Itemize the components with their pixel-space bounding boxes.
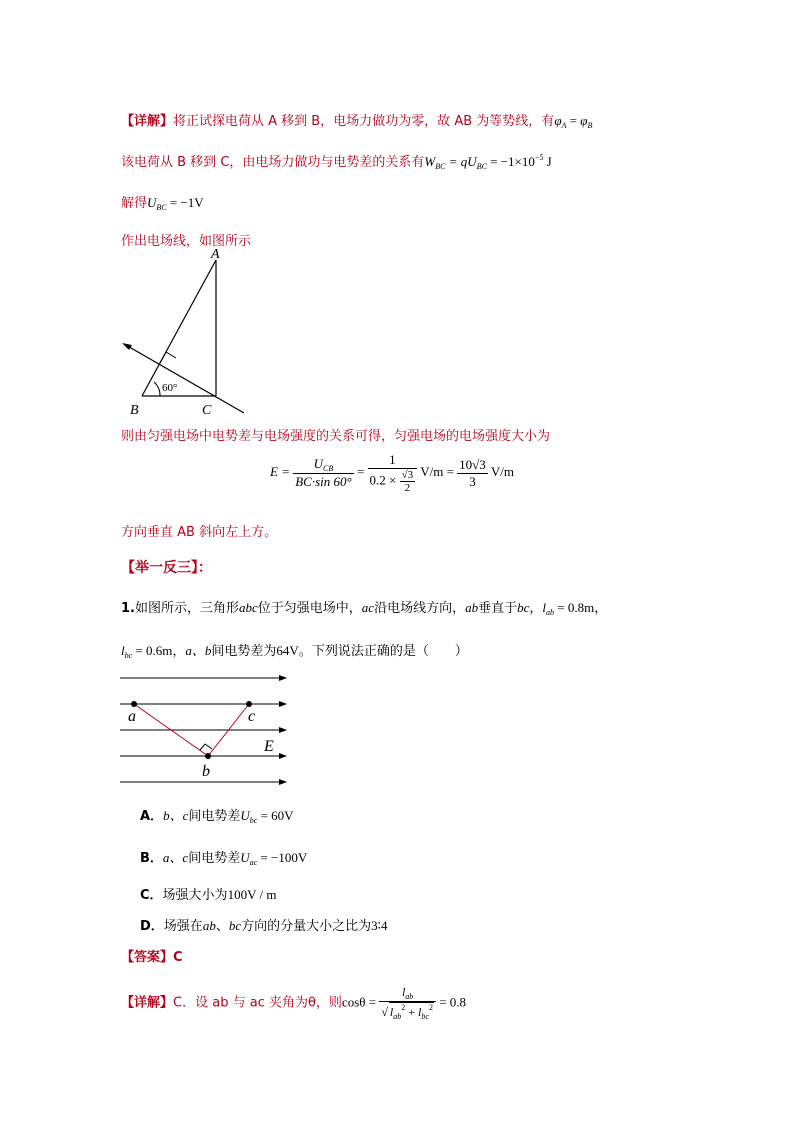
den3: 3 [469, 473, 476, 489]
num1: U [313, 456, 324, 471]
den-plus: + [405, 1005, 419, 1019]
q1-ac: ac [361, 600, 375, 615]
option-d[interactable] [140, 915, 388, 934]
u-sub: BC [476, 162, 487, 171]
den2a: 0.2 × [369, 472, 400, 488]
option-d-val: 3∶4 [371, 918, 388, 933]
w-symbol: W [424, 154, 436, 169]
detail2-tag: 【详解】 [121, 995, 174, 1011]
phi-b-sub: B [587, 121, 593, 130]
label-b2: b [202, 763, 210, 780]
angle-arc [154, 382, 160, 396]
cos-fraction: $\frac{l_{ab}}{√ l_{ab}^2 + l_{bc}^2}$ [379, 985, 436, 1021]
q1-text2: 位于匀强电场中， [257, 601, 362, 616]
label-c2: c [248, 708, 256, 725]
fraction-2 [368, 452, 418, 494]
option-d-pre: 场强在 [163, 919, 203, 934]
num1-sub: CB [323, 464, 334, 473]
detail-line-1 [121, 110, 592, 130]
label-c: C [202, 403, 212, 418]
option-a-val: = 60V [257, 808, 294, 823]
field-figure-2 [116, 668, 296, 792]
angle-label: 60° [162, 382, 178, 394]
point-c [246, 701, 252, 707]
answer-value: C [173, 950, 183, 965]
q1-ab: ab [465, 600, 479, 615]
field-arrow-icon [122, 343, 132, 350]
unit-1: V/m = [420, 463, 458, 479]
option-d-bc: bc [228, 918, 242, 933]
point-a [131, 701, 137, 707]
option-b-mid: 间电势差 [188, 851, 241, 866]
phi-a-sub: A [561, 121, 567, 130]
u-sub: BC [156, 203, 167, 212]
den-a-sub: ab [393, 1012, 402, 1021]
q1-text1: 如图所示，三角形 [134, 601, 239, 616]
q1-lbc: l [121, 643, 125, 658]
option-b-sub: ac [249, 858, 258, 867]
detail-line-4: 作出电场线，如图所示 [121, 234, 252, 249]
q1-abc: abc [239, 600, 258, 615]
q1-text5: ， [529, 601, 543, 616]
question-number: 1. [121, 601, 135, 616]
option-d-ab: ab [202, 918, 216, 933]
fraction-1 [293, 456, 353, 490]
option-a-sub: bc [249, 816, 258, 825]
option-a-label: A． [140, 809, 164, 824]
option-a-mid: 间电势差 [188, 809, 241, 824]
section-heading: 【举一反三】： [121, 560, 212, 576]
question-1-line-2 [121, 640, 468, 660]
q1-lbc-sub: bc [124, 651, 133, 660]
option-d-label: D． [140, 919, 164, 934]
option-b[interactable] [140, 847, 307, 867]
w-sub: BC [435, 162, 446, 171]
phi-b: φ [580, 113, 588, 128]
q1-voltage: 64V [276, 643, 299, 658]
q1-text7: 。下列说法正确的是（ ） [298, 644, 468, 659]
detail-line-5: 则由匀强电场中电势差与电场强度的关系可得，匀强电场的电场强度大小为 [121, 429, 551, 444]
q1-text4: 垂直于 [478, 601, 518, 616]
detail-line-6: 方向垂直 AB 斜向左上方。 [121, 525, 278, 540]
num3: 10√3 [459, 456, 486, 472]
cos-num: l [401, 985, 406, 999]
q1-lbc-val: = 0.6m， [132, 643, 186, 658]
u-value: = −1V [166, 195, 204, 210]
equals: = [566, 113, 581, 128]
unit-j: J [543, 154, 552, 169]
cos-value: = 0.8 [435, 994, 467, 1010]
option-a-pre: b、c [163, 808, 189, 823]
q1-text3: 沿电场线方向， [374, 601, 466, 616]
question-1-line-1 [121, 597, 607, 617]
den2-den: 2 [404, 482, 411, 494]
line2-text: 该电荷从 B 移到 C，由电场力做功与电势差的关系有 [121, 155, 425, 170]
line3-text: 解得 [121, 196, 148, 211]
option-c-val: 100V / m [227, 887, 277, 902]
sqrt3-over-2 [400, 469, 416, 494]
option-b-label: B． [140, 851, 163, 866]
label-a: A [211, 248, 220, 262]
exponent: −5 [534, 153, 544, 162]
answer [121, 946, 183, 965]
option-b-pre: a、c [162, 850, 189, 865]
field-line [124, 344, 244, 413]
answer-tag: 【答案】 [121, 950, 174, 965]
q1-ab2: a、b [185, 643, 212, 658]
cos-theta: cosθ = [341, 994, 380, 1010]
detail2-text: C．设 ab 与 ac 夹角为θ，则 [173, 995, 342, 1011]
q1-lab: l [542, 600, 547, 615]
triangle-figure-1 [110, 248, 260, 420]
den-b-sq: 2 [428, 1003, 433, 1012]
option-c-mid: 场强大小为 [162, 888, 228, 903]
unit-2: V/m [490, 463, 514, 479]
num2: 1 [368, 452, 418, 469]
q1-lab-val: = 0.8m， [554, 600, 608, 615]
den-b: l [418, 1005, 422, 1019]
e-symbol: E = [270, 463, 294, 479]
den-a-sq: 2 [401, 1003, 406, 1012]
detail-line-3 [121, 192, 204, 212]
den-b-sub: bc [421, 1012, 429, 1021]
option-c[interactable] [140, 884, 276, 903]
formula-field-strength [270, 452, 514, 494]
qu-text: = qU [445, 154, 477, 169]
option-d-sep: 、 [215, 919, 229, 934]
option-a-u: U [240, 808, 250, 823]
fraction-3 [457, 457, 488, 490]
equals-1: = [356, 463, 368, 479]
detail-2 [121, 985, 466, 1021]
point-b [205, 753, 211, 759]
detail-line-2 [121, 151, 552, 171]
cos-num-sub: ab [405, 992, 414, 1001]
phi-a: φ [554, 113, 562, 128]
detail-tag: 【详解】 [121, 114, 174, 129]
label-b: B [130, 403, 139, 418]
den-a: l [389, 1005, 394, 1019]
q1-text6: 间电势差为 [211, 644, 277, 659]
label-a2: a [128, 708, 136, 725]
label-e: E [264, 738, 274, 755]
option-b-val: = −100V [257, 850, 308, 865]
den1: BC·sin 60° [295, 474, 352, 489]
option-d-mid: 方向的分量大小之比为 [241, 919, 372, 934]
rhs-value: = −1×10 [486, 154, 535, 169]
q1-lab-sub: ab [546, 608, 555, 617]
u-symbol: U [147, 195, 157, 210]
q1-bc: bc [517, 600, 530, 615]
option-b-u: U [240, 850, 250, 865]
detail-text: 将正试探电荷从 A 移到 B，电场力做功为零，故 AB 为等势线，有 [173, 114, 555, 129]
option-c-label: C． [140, 888, 163, 903]
den2-num: √3 [401, 469, 414, 481]
option-a[interactable] [140, 805, 294, 825]
right-angle-mark-2 [200, 744, 212, 750]
